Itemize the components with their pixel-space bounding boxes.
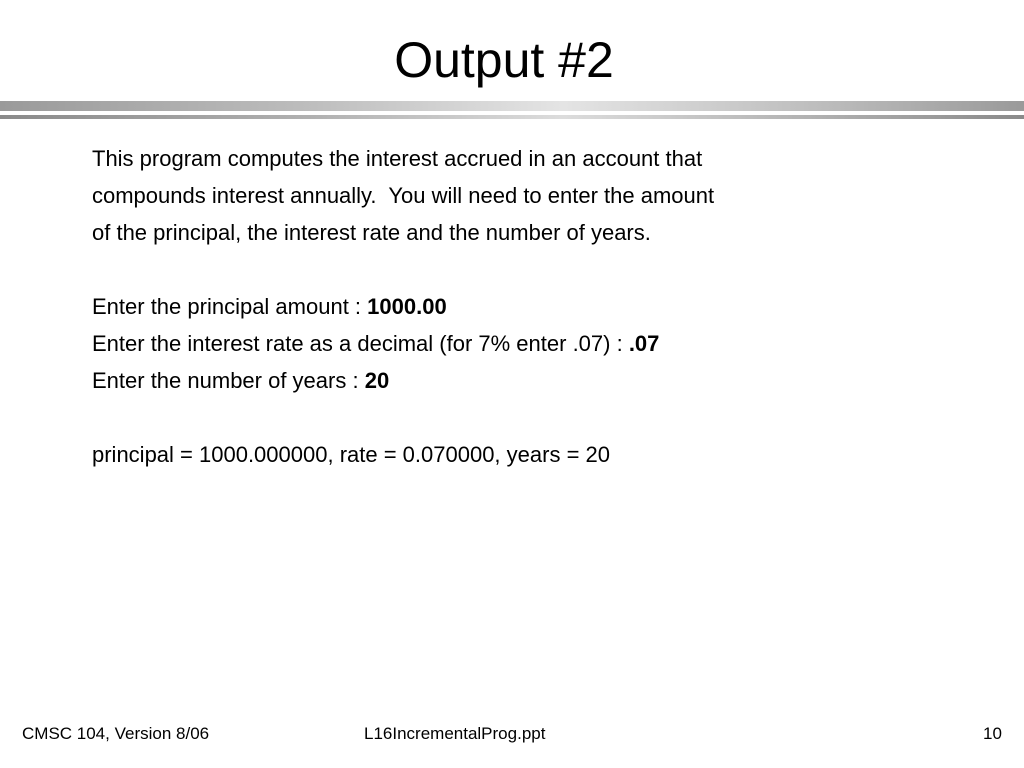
user-input-value: .07	[628, 331, 660, 356]
prompt-label: Enter the interest rate as a decimal (for 7% enter .07) :	[92, 331, 629, 356]
blank-line	[92, 251, 972, 288]
result-line: principal = 1000.000000, rate = 0.070000, years = 20	[92, 442, 610, 467]
prompt-principal	[92, 288, 972, 325]
prompt-label: Enter the principal amount :	[92, 294, 368, 319]
footer-course: CMSC 104, Version 8/06	[22, 724, 210, 743]
prompt-label: Enter the number of years :	[92, 368, 365, 393]
program-output	[92, 140, 972, 473]
prompt-rate	[92, 325, 972, 362]
user-input-value: 20	[364, 368, 390, 393]
footer-page-number: 10	[983, 724, 1002, 743]
intro-line: compounds interest annually. You will need to enter the amount	[92, 183, 715, 208]
footer-filename: L16IncrementalProg.ppt	[364, 724, 546, 743]
prompt-years	[92, 362, 972, 399]
title-divider-thin	[0, 115, 1024, 119]
user-input-value: 1000.00	[367, 294, 447, 319]
slide-title: Output #2	[394, 32, 614, 88]
blank-line	[92, 399, 972, 436]
intro-line: This program computes the interest accrued in an account that	[92, 146, 703, 171]
intro-line: of the principal, the interest rate and the number of years.	[92, 220, 651, 245]
title-divider-thick	[0, 101, 1024, 111]
